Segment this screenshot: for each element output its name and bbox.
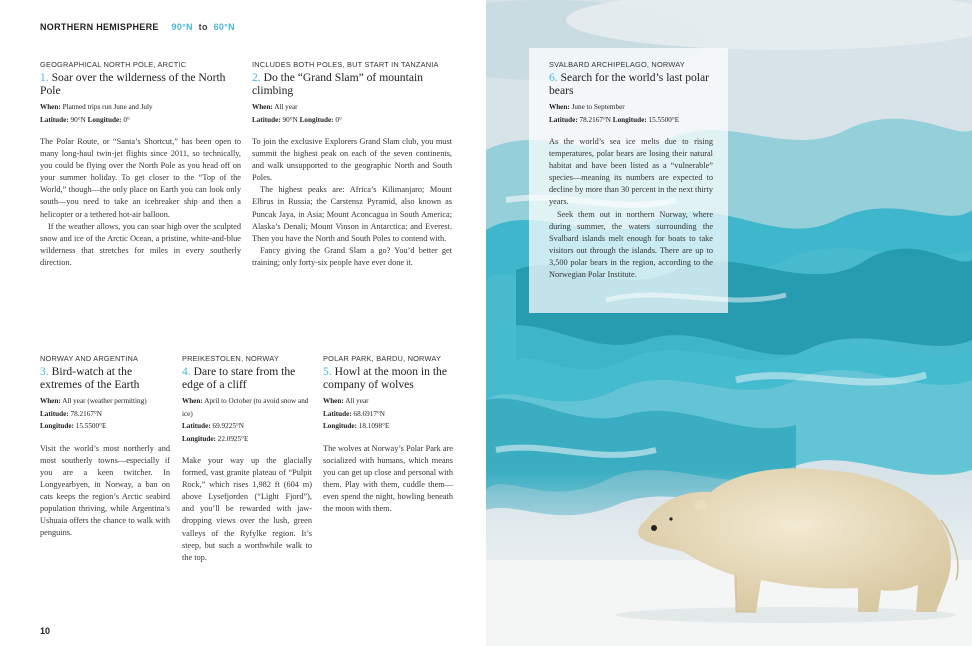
when-label: When:	[40, 397, 61, 405]
entry-kicker: GEOGRAPHICAL NORTH POLE, ARCTIC	[40, 60, 187, 69]
longitude-label: Longitude:	[182, 434, 216, 443]
when-value: All year	[345, 397, 369, 405]
entry-title	[40, 365, 170, 391]
latitude-value: 68.6917°N	[353, 409, 385, 418]
entry-title	[323, 365, 453, 391]
longitude-value: 15.5500°E	[648, 115, 680, 124]
longitude-value: 0°	[123, 115, 130, 124]
entry-title	[252, 71, 452, 97]
paragraph: The Polar Route, or “Santa’s Shortcut,” has been open to many long-haul twin-jet flights since 2011, so technically, you could be flying over the North Pole as you head off on your summer holiday. To get closer to the “Top of the World,” though—the only place on Earth you can look only south—you need to take an icebreaker ship and then a helicopter or a tethered hot-air balloon.	[40, 137, 241, 219]
longitude-label: Longitude:	[323, 422, 357, 430]
paragraph: Seek them out in northern Norway, where during summer, the waters surrounding the Svalbard islands melt enough for boats to take visitors out through the islands. There are up to 3,500 polar bears in the region, according to the Norwegian Polar Institute.	[549, 209, 713, 280]
latitude-label: Latitude:	[182, 422, 211, 430]
entry-meta	[182, 395, 312, 445]
entry-3	[40, 354, 170, 539]
longitude-label: Longitude:	[612, 115, 647, 124]
entry-2	[252, 60, 452, 269]
entry-title	[549, 71, 713, 97]
when-value: Planned trips run June and July	[62, 103, 153, 111]
longitude-label: Longitude:	[87, 115, 122, 124]
entry-title-text: Do the “Grand Slam” of mountain climbing	[252, 71, 423, 97]
entry-number: 2.	[252, 71, 261, 84]
entry-title-text: Howl at the moon in the company of wolves	[323, 365, 447, 391]
entry-kicker: SVALBARD ARCHIPELAGO, NORWAY	[549, 60, 685, 69]
latitude-label: Latitude:	[252, 115, 281, 124]
entry-number: 1.	[40, 71, 49, 84]
longitude-label: Longitude:	[40, 422, 74, 430]
longitude-label: Longitude:	[299, 115, 334, 124]
paragraph: Visit the world’s most northerly and most southerly towns—especially if you are a keen twitcher. In Longyearbyen, in Norway, a ban on cats keeps the region’s Arctic seabird population thriving, while Argentina’s Ushuaia offers the chance to walk with penguins.	[40, 443, 170, 538]
longitude-value: 0°	[335, 115, 342, 124]
longitude-value: 18.1098°E	[358, 422, 390, 430]
entry-title-text: Soar over the wilderness of the North Pole	[40, 71, 226, 97]
entry-title	[40, 71, 241, 97]
region-label: NORTHERN HEMISPHERE	[40, 22, 159, 32]
entry-title	[182, 365, 312, 391]
entry-number: 4.	[182, 365, 191, 378]
when-label: When:	[549, 103, 570, 111]
entry-1	[40, 60, 241, 269]
entry-kicker: POLAR PARK, BARDU, NORWAY	[323, 354, 442, 363]
paragraph: To join the exclusive Explorers Grand Slam club, you must summit the highest peak on each of the seven continents, and walk unsupported to the geographic North and South Poles.	[252, 137, 452, 183]
paragraph: Fancy giving the Grand Slam a go? You’d better get training; only forty-six people have ever done it.	[252, 245, 452, 267]
entry-kicker: NORWAY AND ARGENTINA	[40, 354, 139, 363]
latitude-to-word: to	[198, 22, 208, 32]
latitude-label: Latitude:	[549, 115, 578, 124]
running-head	[40, 22, 235, 32]
entry-5	[323, 354, 453, 515]
latitude-value: 78.2167°N	[70, 409, 102, 418]
entry-meta	[252, 101, 452, 126]
paragraph: The highest peaks are: Africa’s Kilimanjaro; Mount Elbrus in Russia; the Carstensz Pyramid, also known as Puncak Jaya, in Asia; Mount Aconcagua in South America; Alaska’s Denali; Mount Vinson in Antarctica; and Everest. Then you have the North and South Poles to contend with.	[252, 185, 452, 243]
entry-body	[323, 443, 453, 516]
entry-number: 5.	[323, 365, 332, 378]
when-label: When:	[40, 103, 61, 111]
entry-body	[182, 455, 312, 564]
when-value: All year	[274, 103, 298, 111]
entry-6	[549, 60, 713, 281]
when-value: June to September	[571, 103, 625, 111]
entry-title-text: Search for the world’s last polar bears	[549, 71, 710, 97]
entry-meta	[549, 101, 713, 126]
entry-body	[40, 136, 241, 269]
entry-body	[549, 136, 713, 281]
latitude-value: 69.9225°N	[212, 422, 244, 430]
entry-number: 3.	[40, 365, 49, 378]
when-value: All year (weather permitting)	[62, 397, 147, 405]
latitude-label: Latitude:	[40, 115, 69, 124]
entry-4	[182, 354, 312, 564]
entry-kicker: PREIKESTOLEN, NORWAY	[182, 354, 279, 363]
paragraph: If the weather allows, you can soar high over the sculpted snow and ice of the Arctic Ocean, a pristine, white-and-blue wilderness that stretches for miles in every southerly direction.	[40, 221, 241, 267]
page-number: 10	[40, 626, 51, 636]
paragraph: As the world’s sea ice melts due to rising temperatures, polar bears are losing their natural habitat and have been listed as a “vulnerable” species—meaning its numbers are expected to decline by more than 30 percent in the next thirty years.	[549, 137, 713, 207]
entry-title-text: Bird-watch at the extremes of the Earth	[40, 365, 140, 391]
paragraph: Make your way up the glacially formed, vast granite plateau of “Pulpit Rock,” which rises 1,982 ft (604 m) above Lysefjorden (“Light Fjord”), and you’ll be rewarded with jaw-dropping views over the lush, green valleys of the Ryfylke region. It’s steep, but such a worthwhile walk to the top.	[182, 456, 312, 562]
when-label: When:	[252, 103, 273, 111]
longitude-value: 15.5500°E	[75, 422, 107, 430]
entry-kicker: INCLUDES BOTH POLES, BUT START IN TANZANIA	[252, 60, 439, 69]
latitude-value: 90°N	[282, 115, 298, 124]
longitude-value: 22.0925°E	[217, 434, 249, 443]
when-label: When:	[182, 397, 203, 405]
when-label: When:	[323, 397, 344, 405]
latitude-to: 60°N	[213, 22, 235, 32]
when-value: April to October (to avoid snow and ice)	[182, 397, 309, 418]
paragraph: The wolves at Norway’s Polar Park are socialized with humans, which means you can get up close and personal with them. Play with them, cuddle them—even spend the night, howling beneath the moon with them.	[323, 443, 453, 513]
entry-body	[252, 136, 452, 269]
latitude-range	[172, 22, 235, 32]
entry-meta	[323, 395, 453, 433]
entry-meta	[40, 395, 170, 433]
latitude-label: Latitude:	[323, 409, 352, 418]
latitude-label: Latitude:	[40, 409, 69, 418]
entry-meta	[40, 101, 241, 126]
latitude-from: 90°N	[171, 22, 193, 32]
entry-number: 6.	[549, 71, 558, 84]
entry-title-text: Dare to stare from the edge of a cliff	[182, 365, 296, 391]
latitude-value: 78.2167°N	[579, 115, 611, 124]
latitude-value: 90°N	[70, 115, 86, 124]
entry-body	[40, 443, 170, 540]
